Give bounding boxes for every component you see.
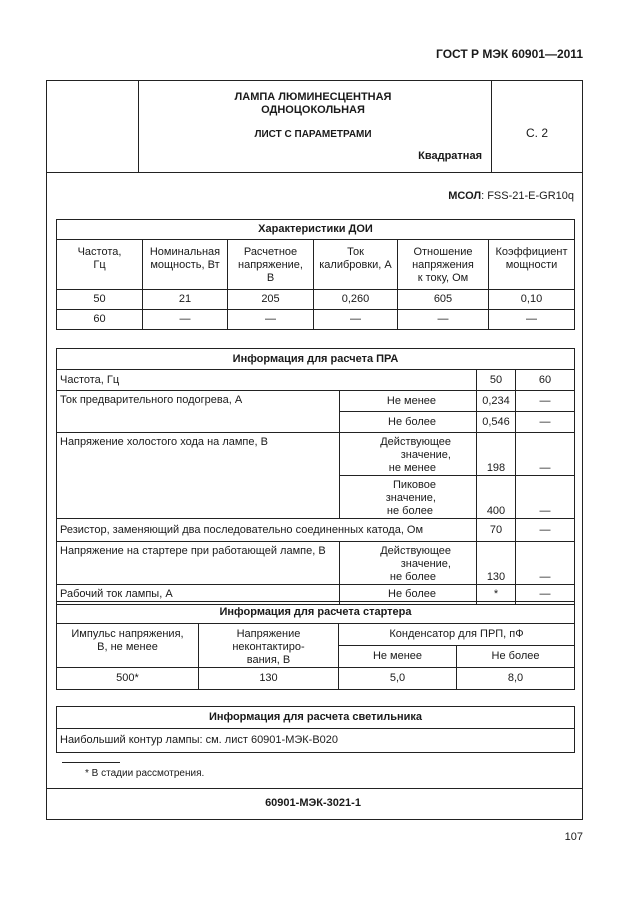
luminaire-table (56, 706, 575, 753)
ocv-peak-60: — (516, 476, 575, 519)
preheat-max-50: 0,546 (477, 412, 516, 433)
doi-cell: 50 (57, 290, 143, 310)
doi-cell: — (314, 310, 398, 330)
sheet-number: 60901-МЭК-3021-1 (265, 797, 361, 809)
iec-label: МСОЛ (448, 190, 482, 202)
luminaire-contour-text: Наибольший контур лампы: см. лист 60901-МЭК-В020 (57, 729, 575, 753)
doi-col-power-factor: Коэффициент мощности (489, 240, 575, 290)
header-divider-right (491, 80, 492, 172)
work-current-label: Рабочий ток лампы, А (57, 585, 340, 605)
ocv-peak-50: 400 (477, 476, 516, 519)
work-current-60: — (516, 585, 575, 605)
doi-table (56, 219, 575, 330)
resistor-label: Резистор, заменяющий два последовательно соединенных катода, Ом (57, 519, 477, 542)
doi-cell: 605 (398, 290, 489, 310)
starter-cell: 5,0 (339, 668, 457, 690)
starter-table-title: Информация для расчета стартера (57, 602, 575, 624)
doi-col-power: Номинальная мощность, Вт (143, 240, 228, 290)
starter-col-impulse: Импульс напряжения, В, не менее (57, 624, 199, 668)
lamp-title-line2: ОДНОЦОКОЛЬНАЯ (261, 104, 365, 116)
lamp-shape: Квадратная (418, 150, 482, 162)
table-row (57, 519, 575, 542)
doi-cell: 0,260 (314, 290, 398, 310)
starter-cell: 8,0 (457, 668, 575, 690)
iec-code: : FSS-21-E-GR10q (481, 190, 574, 202)
work-current-condition: Не более (340, 585, 477, 605)
doi-cell: 21 (143, 290, 228, 310)
table-row (57, 668, 575, 690)
doi-cell: 0,10 (489, 290, 575, 310)
starter-voltage-condition: Действующее значение, не более (340, 542, 477, 585)
ballast-frequency-label: Частота, Гц (57, 370, 477, 391)
starter-voltage-50: 130 (477, 542, 516, 585)
ocv-peak-label: Пиковое значение, не более (340, 476, 477, 519)
table-row (57, 542, 575, 585)
footnote-rule (62, 762, 120, 763)
doi-col-calibration-current: Ток калибровки, А (314, 240, 398, 290)
preheat-min-60: — (516, 391, 575, 412)
preheat-max-label: Не более (340, 412, 477, 433)
luminaire-table-title: Информация для расчета светильника (57, 707, 575, 729)
preheat-min-50: 0,234 (477, 391, 516, 412)
starter-col-noncontact-voltage: Напряжение неконтактиро- вания, В (199, 624, 339, 668)
header-divider-left (138, 80, 139, 172)
page-number: 107 (564, 831, 583, 843)
preheat-min-label: Не менее (340, 391, 477, 412)
starter-cell: 500* (57, 668, 199, 690)
iec-designation (448, 190, 574, 203)
resistor-50: 70 (477, 519, 516, 542)
doi-col-frequency: Частота, Гц (57, 240, 143, 290)
starter-voltage-label: Напряжение на стартере при работающей лампе, В (57, 542, 340, 585)
starter-voltage-60: — (516, 542, 575, 585)
preheat-current-label: Ток предварительного подогрева, А (57, 391, 340, 433)
footer-top-line (46, 788, 583, 789)
doi-cell: — (228, 310, 314, 330)
lamp-title-line1: ЛАМПА ЛЮМИНЕСЦЕНТНАЯ (234, 91, 392, 103)
doi-cell: — (489, 310, 575, 330)
ocv-rms-50: 198 (477, 433, 516, 476)
preheat-max-60: — (516, 412, 575, 433)
ballast-frequency-50: 50 (477, 370, 516, 391)
capacitor-max-label: Не более (457, 646, 575, 668)
standard-designation: ГОСТ Р МЭК 60901—2011 (436, 47, 583, 61)
header-bottom-line (46, 172, 583, 173)
doi-col-voltage-current-ratio: Отношение напряжения к току, Ом (398, 240, 489, 290)
ballast-frequency-60: 60 (516, 370, 575, 391)
open-circuit-voltage-label: Напряжение холостого хода на лампе, В (57, 433, 340, 519)
starter-cell: 130 (199, 668, 339, 690)
table-row (57, 391, 575, 412)
doi-cell: 60 (57, 310, 143, 330)
ballast-table-title: Информация для расчета ПРА (57, 349, 575, 370)
doi-cell: — (398, 310, 489, 330)
ocv-rms-label: Действующее значение, не менее (340, 433, 477, 476)
starter-table (56, 601, 575, 690)
table-row (57, 370, 575, 391)
footnote: * В стадии рассмотрения. (85, 768, 205, 779)
table-row (57, 290, 575, 310)
page-reference: С. 2 (525, 126, 549, 140)
doi-cell: — (143, 310, 228, 330)
capacitor-min-label: Не менее (339, 646, 457, 668)
doi-table-title: Характеристики ДОИ (57, 220, 575, 240)
work-current-50: * (477, 585, 516, 605)
starter-col-capacitor: Конденсатор для ПРП, пФ (339, 624, 575, 646)
ocv-rms-60: — (516, 433, 575, 476)
sheet-title: ЛИСТ С ПАРАМЕТРАМИ (254, 129, 372, 140)
ballast-table (56, 348, 575, 605)
table-row (57, 310, 575, 330)
doi-col-voltage: Расчетное напряжение, В (228, 240, 314, 290)
doi-cell: 205 (228, 290, 314, 310)
table-row (57, 433, 575, 476)
resistor-60: — (516, 519, 575, 542)
